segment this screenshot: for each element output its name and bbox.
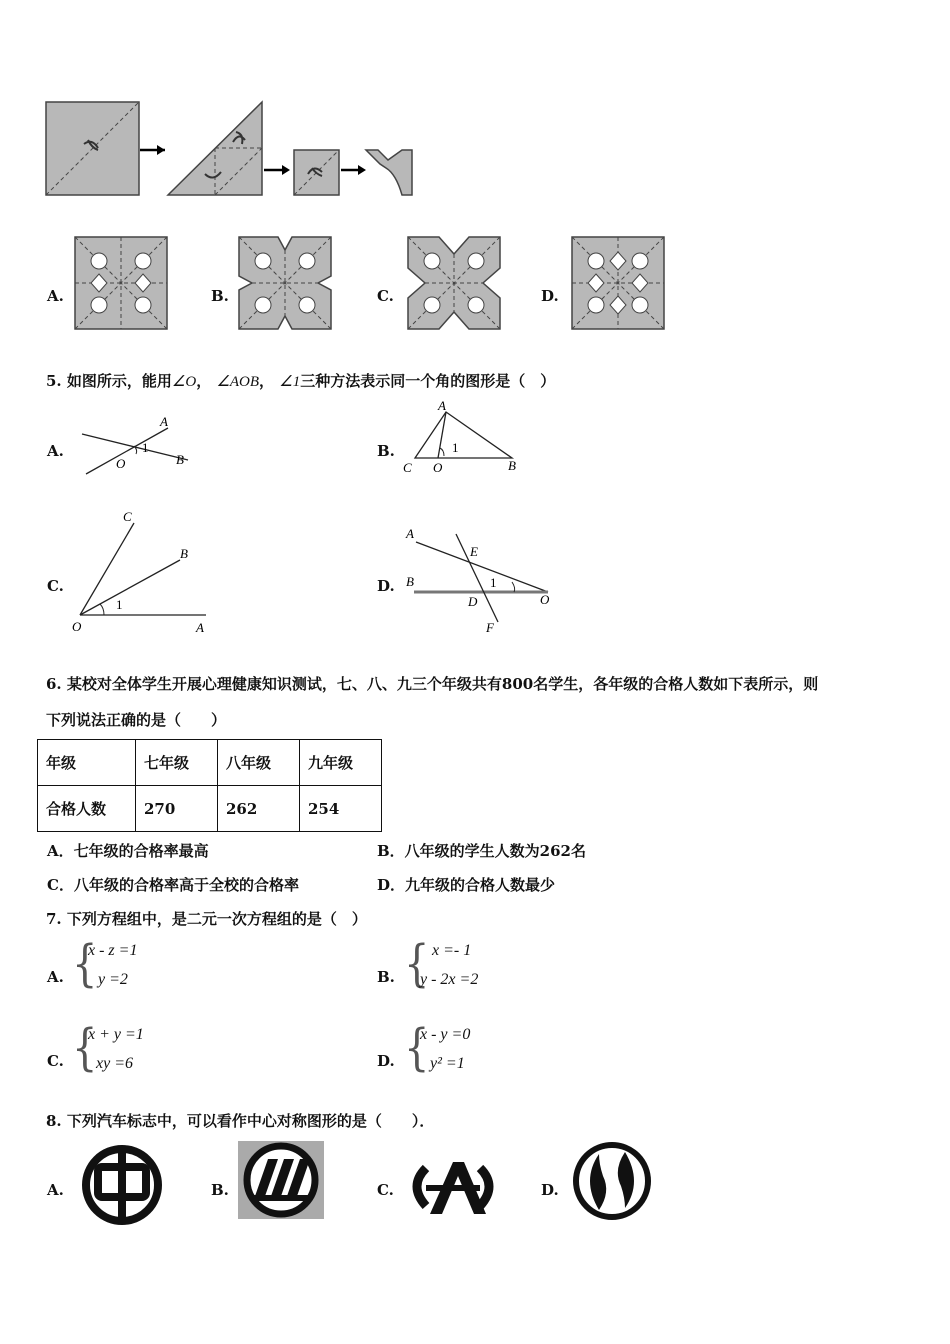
q5d-label-a: A [406,526,414,541]
q5b-label-1: 1 [452,440,459,455]
q5a-label-b: B [176,452,184,467]
q4-option-a-label[interactable]: A. [47,287,64,305]
q5-option-a-figure[interactable] [80,410,200,478]
q7-c-eq2: xy =6 [96,1055,133,1072]
q5-text-prefix: 如图所示，能用 [66,372,172,390]
q6-option-b[interactable]: B．八年级的学生人数为262名 [377,842,586,860]
table-cell: 270 [136,786,218,832]
q4-option-b-label[interactable]: B. [211,287,229,305]
q7-text: 下列方程组中，是二元一次方程组的是（ ） [66,910,367,928]
q7-b-eq1: x =- 1 [432,942,472,959]
q7-option-b-label[interactable]: B. [377,968,395,986]
q8-logo-d-icon[interactable] [571,1140,653,1222]
q8-option-c-label[interactable]: C. [377,1181,394,1199]
q4-option-b-figure[interactable] [238,236,332,330]
q7-option-c-label[interactable]: C. [47,1052,64,1070]
q5a-label-a: A [160,414,168,429]
q7-b-eq2: y - 2x =2 [420,971,479,988]
q5-text-suffix: 三种方法表示同一个角的图形是（ ） [300,372,556,390]
table-header-row [38,740,382,786]
q7-stem [46,908,367,929]
q5d-label-b: B [406,574,414,589]
q5-angle-1: ∠1 [279,374,301,390]
brace-icon: { [72,935,98,993]
q5-option-d-label[interactable]: D. [377,577,395,595]
table-cell: 254 [300,786,382,832]
q4-option-c-label[interactable]: C. [377,287,394,305]
q5-option-d-figure[interactable] [402,524,562,639]
q5b-label-b: B [508,458,516,473]
folding-sequence-figure [40,98,420,200]
q5c-label-1: 1 [116,597,123,612]
q5-option-b-figure[interactable] [400,398,530,478]
q7-option-a-label[interactable]: A. [47,968,64,986]
q8-option-d-label[interactable]: D. [541,1181,559,1199]
q5-angle-aob: ∠AOB [216,374,260,390]
q5b-label-o: O [433,460,443,475]
q5-angle-o: ∠O [171,374,197,390]
q5-option-c-figure[interactable] [68,505,213,637]
q5b-label-a: A [438,398,446,413]
q6-text-line2: 下列说法正确的是（ ） [46,711,227,729]
q8-logo-b-icon[interactable] [238,1141,324,1219]
q5c-label-c: C [123,509,132,524]
table-cell: 合格人数 [38,786,136,832]
q5d-label-o: O [540,592,550,607]
q6-number: 6. [46,675,62,693]
table-header-cell: 八年级 [218,740,300,786]
q8-number: 8. [46,1112,62,1130]
q5-number: 5. [46,372,62,390]
q5d-label-d: D [468,594,478,609]
q6-stem-line1 [46,673,818,694]
q5c-label-a: A [196,620,204,635]
q4-option-a-figure[interactable] [74,236,168,330]
q8-logo-a-icon[interactable] [80,1143,164,1227]
q5b-label-c: C [403,460,412,475]
q6-option-d[interactable]: D．九年级的合格人数最少 [377,876,556,894]
q4-option-d-figure[interactable] [571,236,665,330]
q6-option-a[interactable]: A．七年级的合格率最高 [47,842,209,860]
q7-d-eq2: y² =1 [430,1055,465,1072]
q7-number: 7. [46,910,62,928]
q8-option-a-label[interactable]: A. [47,1181,64,1199]
q5-stem: 5. 如图所示，能用∠O， ∠AOB， ∠1三种方法表示同一个角的图形是（ ） [46,372,556,390]
q5-option-b-label[interactable]: B. [377,442,395,460]
q8-text: 下列汽车标志中，可以看作中心对称图形的是（ ）． [66,1112,435,1130]
q7-a-eq2: y =2 [98,971,128,988]
q5d-label-f: F [486,620,494,635]
brace-icon: { [404,935,430,993]
q5a-label-o: O [116,456,126,471]
q5d-label-e: E [470,544,478,559]
brace-icon: { [404,1019,430,1077]
q7-option-d-label[interactable]: D. [377,1052,395,1070]
q7-c-eq1: x + y =1 [88,1026,144,1043]
q5d-label-1: 1 [490,575,497,590]
q5a-label-1: 1 [142,440,149,455]
q5c-label-b: B [180,546,188,561]
q5c-label-o: O [72,619,82,634]
q5-option-c-label[interactable]: C. [47,577,64,595]
q4-option-d-label[interactable]: D. [541,287,559,305]
q8-logo-c-icon[interactable] [406,1160,500,1216]
q7-d-eq1: x - y =0 [420,1026,471,1043]
table-header-cell: 七年级 [136,740,218,786]
q6-text-line1: 某校对全体学生开展心理健康知识测试，七、八、九三个年级共有800名学生，各年级的合格人数如下表所示，则 [66,675,819,693]
q7-a-eq1: x - z =1 [88,942,138,959]
q5-option-a-label[interactable]: A. [47,442,64,460]
q4-option-c-figure[interactable] [407,236,501,330]
q6-grade-table [37,739,382,832]
table-row [38,786,382,832]
q8-option-b-label[interactable]: B. [211,1181,229,1199]
table-header-cell: 九年级 [300,740,382,786]
q6-option-c[interactable]: C．八年级的合格率高于全校的合格率 [47,876,299,894]
brace-icon: { [72,1019,98,1077]
table-cell: 262 [218,786,300,832]
table-header-cell: 年级 [38,740,136,786]
q8-stem [46,1110,434,1131]
